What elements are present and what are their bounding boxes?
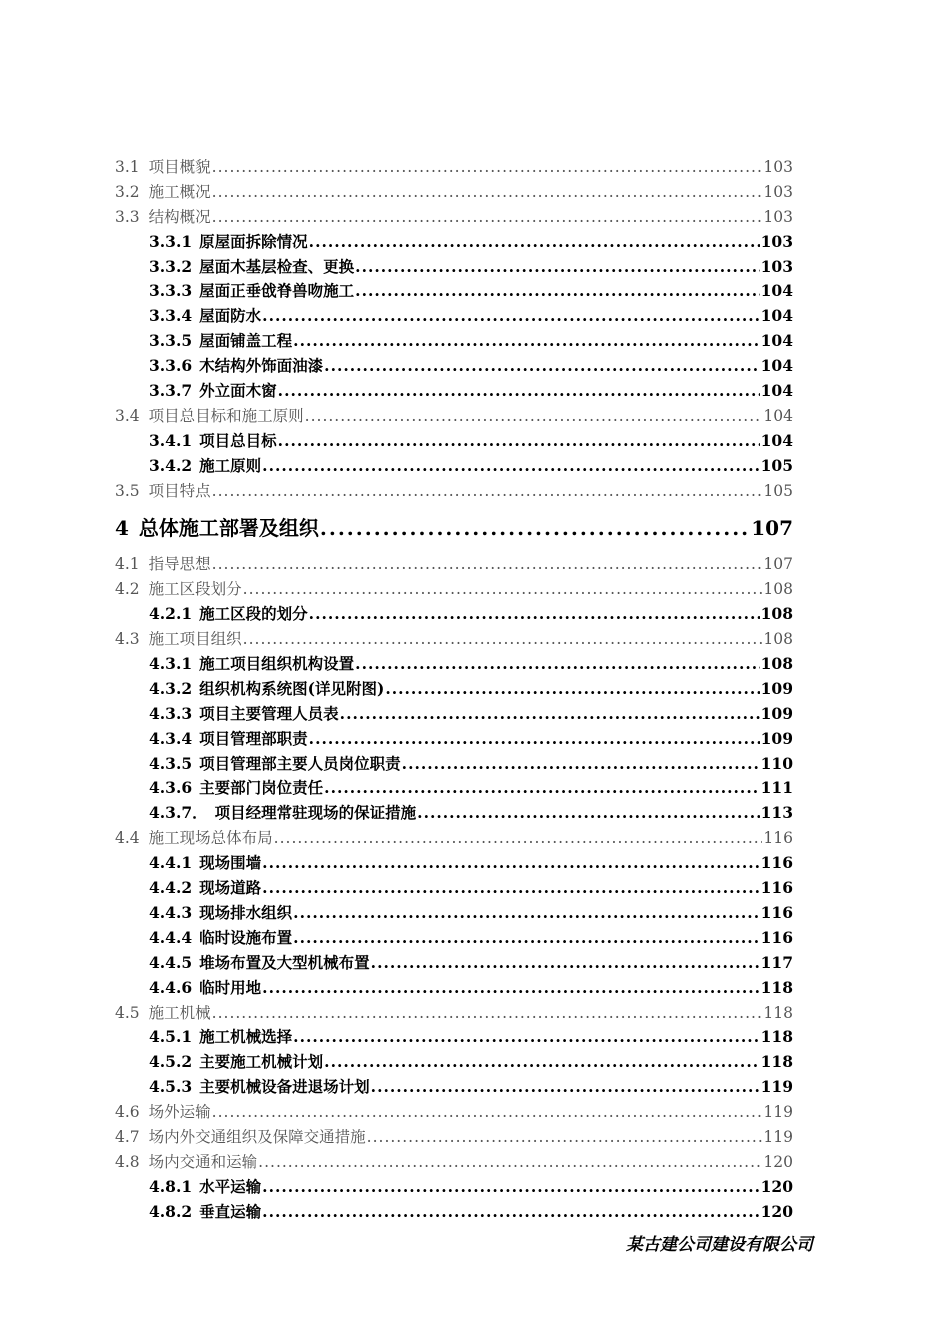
toc-entry-page: 104 <box>760 281 793 301</box>
toc-entry-page: 118 <box>760 977 793 997</box>
toc-entry-page: 111 <box>760 778 793 798</box>
toc-entry-title: 垂直运输 <box>199 1201 262 1221</box>
toc-entry-number: 4.3.4 <box>149 728 193 748</box>
toc-entry-page: 104 <box>760 356 793 376</box>
toc-entry-page: 120 <box>760 1201 793 1221</box>
toc-entry[interactable] <box>115 329 793 354</box>
toc-entry-title: 临时用地 <box>199 977 262 997</box>
toc-leader-dots <box>324 1050 759 1075</box>
toc-entry-number: 4 <box>115 516 129 541</box>
toc-leader-dots <box>262 851 759 876</box>
toc-entry[interactable] <box>115 504 793 552</box>
toc-entry-title: 施工机械 <box>148 1003 211 1022</box>
toc-leader-dots <box>385 677 759 702</box>
toc-leader-dots <box>355 279 759 304</box>
table-of-contents <box>115 155 793 1225</box>
toc-entry-number: 4.7 <box>115 1127 140 1146</box>
toc-entry-title: 主要施工机械计划 <box>199 1052 324 1072</box>
toc-leader-dots <box>309 727 760 752</box>
toc-entry-number: 4.3.2 <box>149 678 193 698</box>
toc-entry[interactable] <box>115 1001 793 1026</box>
toc-entry-page: 113 <box>760 803 793 823</box>
toc-entry[interactable] <box>115 826 793 851</box>
toc-leader-dots <box>212 155 763 180</box>
toc-entry-title: 堆场布置及大型机械布置 <box>199 952 370 972</box>
toc-entry-title: 场内外交通组织及保障交通措施 <box>148 1127 366 1146</box>
toc-entry[interactable] <box>115 230 793 255</box>
toc-entry[interactable] <box>115 404 793 429</box>
toc-leader-dots <box>274 826 763 851</box>
toc-leader-dots <box>340 702 760 727</box>
toc-entry-page: 116 <box>760 878 793 898</box>
toc-entry-page: 119 <box>760 1077 793 1097</box>
toc-entry-title: 外立面木窗 <box>199 381 277 401</box>
toc-entry-number: 4.5.2 <box>149 1052 193 1072</box>
toc-entry-title: 施工项目组织机构设置 <box>199 654 355 674</box>
toc-entry-page: 109 <box>760 703 793 723</box>
toc-entry-number: 3.4 <box>115 406 140 425</box>
toc-entry-title: 施工现场总体布局 <box>148 829 273 848</box>
toc-leader-dots <box>212 180 763 205</box>
toc-leader-dots <box>212 552 763 577</box>
toc-entry-number: 4.4.4 <box>149 927 193 947</box>
toc-leader-dots <box>293 901 759 926</box>
toc-entry[interactable] <box>115 901 793 926</box>
toc-entry[interactable] <box>115 1125 793 1150</box>
toc-entry-title: 结构概况 <box>148 207 211 226</box>
toc-entry-number: 4.3.7． <box>149 803 208 823</box>
toc-entry-title: 施工区段的划分 <box>199 604 308 624</box>
toc-entry-page: 104 <box>760 331 793 351</box>
toc-entry[interactable] <box>115 926 793 951</box>
toc-entry[interactable] <box>115 702 793 727</box>
toc-leader-dots <box>262 304 759 329</box>
toc-entry-page: 103 <box>760 231 793 251</box>
toc-entry-title: 屋面防水 <box>199 306 262 326</box>
toc-entry-page: 118 <box>763 1003 793 1022</box>
toc-entry[interactable] <box>115 627 793 652</box>
toc-entry-page: 120 <box>763 1152 793 1171</box>
toc-entry-number: 3.3.6 <box>149 356 193 376</box>
toc-leader-dots <box>243 577 763 602</box>
toc-entry-number: 4.8 <box>115 1152 140 1171</box>
toc-entry[interactable] <box>115 1200 793 1225</box>
toc-leader-dots <box>309 230 760 255</box>
toc-entry[interactable] <box>115 429 793 454</box>
toc-entry-number: 4.4.6 <box>149 977 193 997</box>
toc-entry[interactable] <box>115 652 793 677</box>
toc-entry-page: 104 <box>763 406 793 425</box>
toc-entry[interactable] <box>115 1175 793 1200</box>
toc-entry-page: 116 <box>763 829 793 848</box>
toc-entry-number: 3.4.2 <box>149 455 193 475</box>
toc-leader-dots <box>262 876 759 901</box>
toc-entry[interactable] <box>115 577 793 602</box>
toc-leader-dots <box>402 752 760 777</box>
toc-leader-dots <box>324 354 759 379</box>
toc-leader-dots <box>367 1125 763 1150</box>
toc-leader-dots <box>293 1025 759 1050</box>
toc-entry[interactable] <box>115 976 793 1001</box>
toc-entry-title: 项目主要管理人员表 <box>199 703 339 723</box>
toc-entry[interactable] <box>115 1050 793 1075</box>
toc-entry-number: 4.8.1 <box>149 1176 193 1196</box>
toc-leader-dots <box>278 379 760 404</box>
toc-entry-number: 4.4.5 <box>149 952 193 972</box>
toc-entry-number: 4.4 <box>115 829 140 848</box>
toc-entry-number: 4.4.3 <box>149 902 193 922</box>
toc-entry-title: 施工区段划分 <box>148 580 242 599</box>
toc-entry-number: 3.3.1 <box>149 231 193 251</box>
toc-entry-page: 109 <box>760 728 793 748</box>
toc-entry-title: 施工概况 <box>148 182 211 201</box>
toc-leader-dots <box>320 504 750 552</box>
toc-leader-dots <box>262 1200 759 1225</box>
toc-leader-dots <box>212 1100 763 1125</box>
toc-leader-dots <box>324 776 759 801</box>
toc-leader-dots <box>417 801 759 826</box>
toc-entry-page: 116 <box>760 927 793 947</box>
toc-entry-number: 4.4.1 <box>149 853 193 873</box>
toc-entry[interactable] <box>115 354 793 379</box>
toc-entry-number: 3.3.2 <box>149 256 193 276</box>
toc-entry-title: 施工原则 <box>199 455 262 475</box>
toc-entry-number: 3.3.3 <box>149 281 193 301</box>
toc-entry-title: 项目总目标 <box>199 430 277 450</box>
toc-entry-number: 4.2 <box>115 580 140 599</box>
toc-entry-page: 108 <box>760 604 793 624</box>
toc-entry-page: 119 <box>763 1103 793 1122</box>
toc-entry-title: 项目概貌 <box>148 158 211 176</box>
toc-entry-title: 总体施工部署及组织 <box>138 516 319 541</box>
company-footer: 某古建公司建设有限公司 <box>626 1235 813 1255</box>
toc-entry[interactable] <box>115 727 793 752</box>
toc-entry-title: 木结构外饰面油漆 <box>199 356 324 376</box>
toc-entry[interactable] <box>115 279 793 304</box>
toc-leader-dots <box>262 976 759 1001</box>
toc-entry-title: 项目管理部职责 <box>199 728 308 748</box>
toc-entry-number: 3.4.1 <box>149 430 193 450</box>
toc-entry-page: 110 <box>760 753 793 773</box>
toc-entry-title: 项目总目标和施工原则 <box>148 406 304 425</box>
toc-entry-number: 4.1 <box>115 555 140 574</box>
toc-entry-number: 3.3.5 <box>149 331 193 351</box>
toc-entry-title: 指导思想 <box>148 555 211 574</box>
toc-entry-page: 105 <box>760 455 793 475</box>
toc-entry-title: 施工项目组织 <box>148 630 242 649</box>
toc-leader-dots <box>262 454 759 479</box>
toc-leader-dots <box>293 329 759 354</box>
toc-entry-page: 107 <box>751 516 793 541</box>
toc-entry-title: 场外运输 <box>148 1103 211 1122</box>
toc-leader-dots <box>371 1075 760 1100</box>
toc-entry[interactable] <box>115 801 793 826</box>
toc-entry-title: 项目管理部主要人员岗位职责 <box>199 753 401 773</box>
toc-entry-page: 118 <box>760 1027 793 1047</box>
toc-entry[interactable] <box>115 454 793 479</box>
toc-entry[interactable] <box>115 155 793 180</box>
toc-entry[interactable] <box>115 677 793 702</box>
toc-entry[interactable] <box>115 602 793 627</box>
toc-leader-dots <box>371 951 760 976</box>
toc-entry[interactable] <box>115 951 793 976</box>
toc-entry-title: 施工机械选择 <box>199 1027 293 1047</box>
toc-entry-number: 3.5 <box>115 481 140 500</box>
toc-entry-number: 3.3 <box>115 207 140 226</box>
toc-entry[interactable] <box>115 752 793 777</box>
toc-entry[interactable] <box>115 552 793 577</box>
toc-entry-page: 103 <box>763 207 793 226</box>
toc-entry[interactable] <box>115 851 793 876</box>
toc-entry-page: 108 <box>763 630 793 649</box>
toc-entry-title: 现场道路 <box>199 878 262 898</box>
toc-leader-dots <box>243 627 763 652</box>
toc-entry-page: 120 <box>760 1176 793 1196</box>
toc-entry-title: 现场排水组织 <box>199 902 293 922</box>
toc-entry[interactable] <box>115 1150 793 1175</box>
toc-leader-dots <box>309 602 760 627</box>
toc-entry[interactable] <box>115 876 793 901</box>
toc-entry-title: 主要机械设备进退场计划 <box>199 1077 370 1097</box>
toc-entry-page: 108 <box>760 654 793 674</box>
toc-entry-number: 4.3.1 <box>149 654 193 674</box>
toc-entry-number: 4.5.3 <box>149 1077 193 1097</box>
toc-entry-number: 4.5.1 <box>149 1027 193 1047</box>
toc-entry[interactable] <box>115 1100 793 1125</box>
toc-entry-page: 104 <box>760 381 793 401</box>
toc-entry-number: 4.5 <box>115 1003 140 1022</box>
toc-entry[interactable] <box>115 479 793 504</box>
toc-entry-number: 4.3.5 <box>149 753 193 773</box>
toc-entry-title: 屋面铺盖工程 <box>199 331 293 351</box>
toc-leader-dots <box>212 1001 763 1026</box>
toc-entry-title: 临时设施布置 <box>199 927 293 947</box>
toc-entry-page: 108 <box>763 580 793 599</box>
toc-entry[interactable] <box>115 304 793 329</box>
toc-leader-dots <box>355 255 759 280</box>
toc-entry-page: 103 <box>760 256 793 276</box>
toc-entry[interactable] <box>115 1025 793 1050</box>
toc-entry-title: 项目特点 <box>148 481 211 500</box>
toc-leader-dots <box>293 926 759 951</box>
toc-entry[interactable] <box>115 1075 793 1100</box>
toc-leader-dots <box>355 652 759 677</box>
toc-entry-title: 屋面正垂戗脊兽吻施工 <box>199 281 355 301</box>
toc-entry-title: 水平运输 <box>199 1176 262 1196</box>
toc-entry-title: 项目经理常驻现场的保证措施 <box>214 803 417 823</box>
toc-entry-page: 117 <box>760 952 793 972</box>
toc-entry-title: 组织机构系统图(详见附图) <box>199 678 385 698</box>
toc-entry-page: 105 <box>763 481 793 500</box>
toc-entry-title: 原屋面拆除情况 <box>199 231 308 251</box>
toc-entry-number: 4.4.2 <box>149 878 193 898</box>
toc-entry[interactable] <box>115 255 793 280</box>
toc-leader-dots <box>305 404 763 429</box>
toc-entry[interactable] <box>115 379 793 404</box>
toc-entry-page: 107 <box>763 555 793 574</box>
toc-leader-dots <box>212 479 763 504</box>
toc-leader-dots <box>262 1175 759 1200</box>
toc-entry[interactable] <box>115 205 793 230</box>
toc-entry-page: 116 <box>760 902 793 922</box>
toc-entry-title: 主要部门岗位责任 <box>199 778 324 798</box>
toc-entry-title: 屋面木基层检查、更换 <box>199 256 355 276</box>
toc-entry-number: 4.6 <box>115 1103 140 1122</box>
toc-entry-page: 119 <box>763 1127 793 1146</box>
toc-leader-dots <box>258 1150 762 1175</box>
toc-entry-number: 4.8.2 <box>149 1201 193 1221</box>
toc-entry[interactable] <box>115 180 793 205</box>
toc-leader-dots <box>278 429 760 454</box>
toc-entry-page: 103 <box>763 182 793 201</box>
toc-entry-number: 3.3.4 <box>149 306 193 326</box>
toc-entry-title: 现场围墙 <box>199 853 262 873</box>
toc-entry-page: 118 <box>760 1052 793 1072</box>
toc-entry-number: 4.3.3 <box>149 703 193 723</box>
toc-entry-number: 3.1 <box>115 158 140 176</box>
toc-leader-dots <box>212 205 763 230</box>
toc-entry-page: 104 <box>760 430 793 450</box>
toc-entry[interactable] <box>115 776 793 801</box>
toc-entry-page: 109 <box>760 678 793 698</box>
toc-entry-page: 103 <box>763 158 793 176</box>
toc-entry-number: 3.3.7 <box>149 381 193 401</box>
toc-entry-page: 116 <box>760 853 793 873</box>
toc-entry-title: 场内交通和运输 <box>148 1152 258 1171</box>
toc-entry-number: 4.3 <box>115 630 140 649</box>
toc-entry-number: 4.2.1 <box>149 604 193 624</box>
toc-entry-number: 4.3.6 <box>149 778 193 798</box>
toc-entry-number: 3.2 <box>115 182 140 201</box>
toc-entry-page: 104 <box>760 306 793 326</box>
